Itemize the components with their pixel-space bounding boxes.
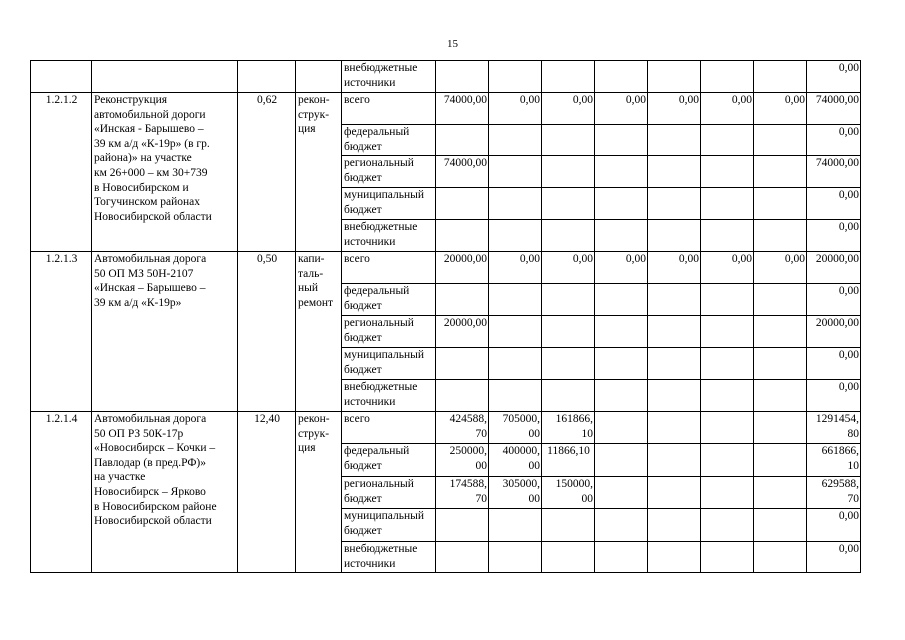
year-value-y3: 150000, 00 [542, 477, 595, 509]
year-value-y5: 0,00 [648, 252, 701, 284]
year-value-y4 [595, 412, 648, 444]
year-value-y1 [436, 220, 489, 252]
year-value-y1 [436, 188, 489, 220]
project-code: 1.2.1.3 [31, 252, 92, 412]
table-row [31, 252, 861, 284]
source-cell: внебюджетные источники [342, 380, 436, 412]
source-cell: муниципальный бюджет [342, 509, 436, 542]
work-type: капи- таль- ный ремонт [296, 252, 342, 412]
total-cell: 0,00 [807, 284, 861, 316]
year-value-y4 [595, 125, 648, 156]
source-cell: федеральный бюджет [342, 125, 436, 156]
year-value-y3: 0,00 [542, 93, 595, 125]
source-cell: всего [342, 93, 436, 125]
year-value-y5 [648, 188, 701, 220]
source-cell: внебюджетные источники [342, 61, 436, 93]
source-cell: муниципальный бюджет [342, 188, 436, 220]
year-value-y2 [489, 348, 542, 380]
year-value-y5 [648, 284, 701, 316]
year-value-y1: 424588, 70 [436, 412, 489, 444]
year-value-y4 [595, 188, 648, 220]
year-value-y6 [701, 542, 754, 573]
empty-cell [542, 61, 595, 93]
year-value-y4 [595, 477, 648, 509]
year-value-y7 [754, 542, 807, 573]
total-cell: 0,00 [807, 220, 861, 252]
year-value-y4: 0,00 [595, 93, 648, 125]
empty-cell [238, 61, 296, 93]
year-value-y6 [701, 477, 754, 509]
year-value-y7: 0,00 [754, 252, 807, 284]
year-value-y3 [542, 156, 595, 188]
year-value-y3 [542, 542, 595, 573]
total-cell: 0,00 [807, 125, 861, 156]
total-cell: 0,00 [807, 509, 861, 542]
total-cell: 661866, 10 [807, 444, 861, 477]
source-cell: всего [342, 412, 436, 444]
work-type: рекон- струк- ция [296, 412, 342, 573]
year-value-y7 [754, 412, 807, 444]
year-value-y4 [595, 284, 648, 316]
project-code: 1.2.1.4 [31, 412, 92, 573]
year-value-y6: 0,00 [701, 252, 754, 284]
project-length: 12,40 [238, 412, 296, 573]
total-cell: 0,00 [807, 188, 861, 220]
year-value-y5 [648, 509, 701, 542]
source-cell: региональный бюджет [342, 316, 436, 348]
total-cell: 1291454, 80 [807, 412, 861, 444]
year-value-y5 [648, 348, 701, 380]
financing-table [30, 60, 861, 573]
empty-cell [595, 61, 648, 93]
year-value-y2 [489, 316, 542, 348]
table-row [31, 412, 861, 444]
project-name: Автомобильная дорога 50 ОП МЗ 50Н-2107 «Инская – Барышево – 39 км а/д «К-19р» [92, 252, 238, 412]
year-value-y5 [648, 412, 701, 444]
year-value-y2 [489, 542, 542, 573]
year-value-y7 [754, 477, 807, 509]
year-value-y7 [754, 444, 807, 477]
year-value-y5 [648, 444, 701, 477]
year-value-y3 [542, 380, 595, 412]
year-value-y3: 161866, 10 [542, 412, 595, 444]
year-value-y2 [489, 380, 542, 412]
year-value-y2: 0,00 [489, 252, 542, 284]
year-value-y1 [436, 348, 489, 380]
year-value-y6 [701, 220, 754, 252]
total-cell: 629588, 70 [807, 477, 861, 509]
year-value-y2 [489, 284, 542, 316]
year-value-y6 [701, 412, 754, 444]
source-cell: региональный бюджет [342, 477, 436, 509]
year-value-y3: 11866,10 [542, 444, 595, 477]
year-value-y1: 174588, 70 [436, 477, 489, 509]
year-value-y2 [489, 509, 542, 542]
year-value-y4 [595, 348, 648, 380]
year-value-y5 [648, 220, 701, 252]
year-value-y1 [436, 542, 489, 573]
year-value-y6 [701, 444, 754, 477]
year-value-y1: 20000,00 [436, 252, 489, 284]
total-cell: 74000,00 [807, 156, 861, 188]
year-value-y4: 0,00 [595, 252, 648, 284]
year-value-y7 [754, 348, 807, 380]
work-type: рекон- струк- ция [296, 93, 342, 252]
empty-cell [31, 61, 92, 93]
total-cell: 0,00 [807, 348, 861, 380]
year-value-y3 [542, 220, 595, 252]
source-cell: внебюджетные источники [342, 542, 436, 573]
empty-cell [754, 61, 807, 93]
year-value-y3 [542, 284, 595, 316]
empty-cell [436, 61, 489, 93]
empty-cell [296, 61, 342, 93]
year-value-y5 [648, 316, 701, 348]
source-cell: всего [342, 252, 436, 284]
year-value-y3 [542, 125, 595, 156]
year-value-y6 [701, 188, 754, 220]
year-value-y3 [542, 188, 595, 220]
year-value-y7 [754, 188, 807, 220]
source-cell: федеральный бюджет [342, 444, 436, 477]
project-name: Автомобильная дорога 50 ОП РЗ 50К-17р «Новосибирск – Кочки – Павлодар (в пред.РФ)» на участке Новосибирск – Ярково в Новосибирском районе Новосибирской области [92, 412, 238, 573]
table-row-continuation [31, 61, 861, 93]
table-row [31, 93, 861, 125]
year-value-y6 [701, 125, 754, 156]
year-value-y5 [648, 125, 701, 156]
source-cell: внебюджетные источники [342, 220, 436, 252]
year-value-y4 [595, 220, 648, 252]
year-value-y1 [436, 380, 489, 412]
year-value-y1 [436, 284, 489, 316]
year-value-y4 [595, 444, 648, 477]
source-cell: региональный бюджет [342, 156, 436, 188]
year-value-y7 [754, 284, 807, 316]
year-value-y2 [489, 125, 542, 156]
year-value-y5: 0,00 [648, 93, 701, 125]
total-cell: 74000,00 [807, 93, 861, 125]
year-value-y2 [489, 156, 542, 188]
year-value-y7 [754, 316, 807, 348]
year-value-y2: 305000, 00 [489, 477, 542, 509]
year-value-y2: 705000, 00 [489, 412, 542, 444]
year-value-y4 [595, 509, 648, 542]
source-cell: федеральный бюджет [342, 284, 436, 316]
page-number: 15 [447, 38, 458, 50]
empty-cell [92, 61, 238, 93]
year-value-y4 [595, 380, 648, 412]
year-value-y7 [754, 380, 807, 412]
total-cell: 20000,00 [807, 316, 861, 348]
empty-cell [701, 61, 754, 93]
source-cell: муниципальный бюджет [342, 348, 436, 380]
year-value-y7 [754, 156, 807, 188]
year-value-y4 [595, 156, 648, 188]
empty-cell [648, 61, 701, 93]
year-value-y5 [648, 542, 701, 573]
year-value-y1: 250000, 00 [436, 444, 489, 477]
year-value-y6 [701, 509, 754, 542]
year-value-y1: 20000,00 [436, 316, 489, 348]
year-value-y5 [648, 380, 701, 412]
year-value-y3 [542, 348, 595, 380]
year-value-y6 [701, 348, 754, 380]
project-code: 1.2.1.2 [31, 93, 92, 252]
year-value-y3: 0,00 [542, 252, 595, 284]
year-value-y2: 400000, 00 [489, 444, 542, 477]
empty-cell [489, 61, 542, 93]
year-value-y7 [754, 509, 807, 542]
year-value-y1: 74000,00 [436, 156, 489, 188]
year-value-y6 [701, 380, 754, 412]
year-value-y2 [489, 220, 542, 252]
year-value-y4 [595, 542, 648, 573]
year-value-y2: 0,00 [489, 93, 542, 125]
year-value-y6 [701, 156, 754, 188]
year-value-y6 [701, 284, 754, 316]
year-value-y5 [648, 477, 701, 509]
total-cell: 0,00 [807, 380, 861, 412]
total-cell: 0,00 [807, 542, 861, 573]
year-value-y5 [648, 156, 701, 188]
year-value-y7 [754, 125, 807, 156]
year-value-y7: 0,00 [754, 93, 807, 125]
total-cell: 20000,00 [807, 252, 861, 284]
year-value-y1: 74000,00 [436, 93, 489, 125]
year-value-y6: 0,00 [701, 93, 754, 125]
project-name: Реконструкция автомобильной дороги «Инская - Барышево – 39 км а/д «К-19р» (в гр. района)» на участке км 26+000 – км 30+739 в Новосибирском и Тогучинском районах Новосибирской области [92, 93, 238, 252]
year-value-y3 [542, 509, 595, 542]
total-cell: 0,00 [807, 61, 861, 93]
year-value-y1 [436, 509, 489, 542]
year-value-y3 [542, 316, 595, 348]
year-value-y4 [595, 316, 648, 348]
year-value-y6 [701, 316, 754, 348]
project-length: 0,50 [238, 252, 296, 412]
year-value-y1 [436, 125, 489, 156]
year-value-y2 [489, 188, 542, 220]
project-length: 0,62 [238, 93, 296, 252]
year-value-y7 [754, 220, 807, 252]
